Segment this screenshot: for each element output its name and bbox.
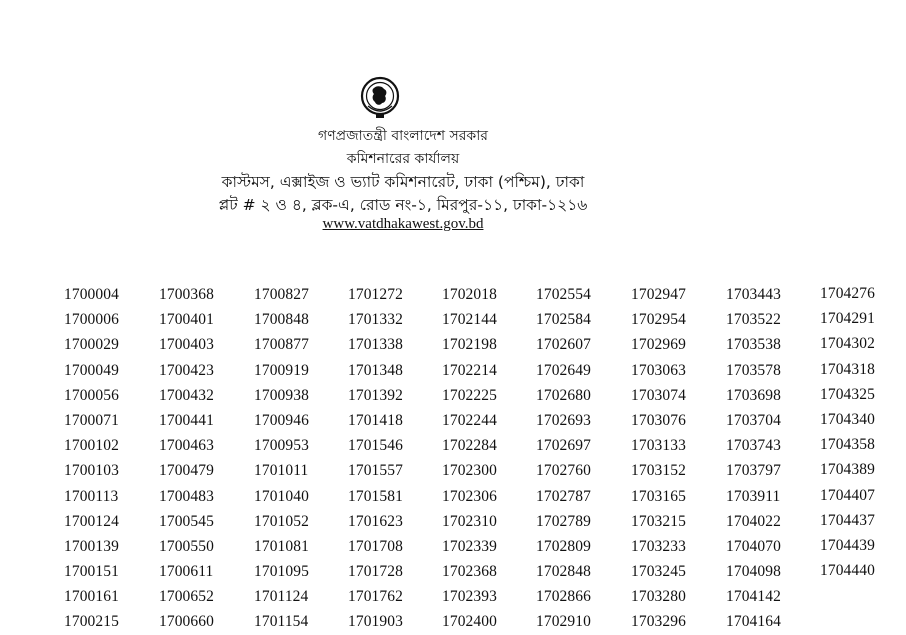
list-item: 1702787 (536, 487, 591, 505)
list-item: 1700660 (159, 613, 214, 631)
list-item: 1702339 (442, 537, 497, 555)
list-item: 1701348 (348, 361, 403, 379)
list-item: 1700423 (159, 361, 214, 379)
list-item: 1704440 (820, 562, 875, 580)
list-item: 1702244 (442, 411, 497, 429)
number-column-7 (631, 282, 686, 635)
list-item: 1702848 (536, 563, 591, 581)
list-item: 1702393 (442, 588, 497, 606)
list-item: 1703578 (726, 361, 781, 379)
list-item: 1700877 (254, 336, 309, 354)
list-item: 1704276 (820, 285, 875, 302)
list-item: 1702947 (631, 286, 686, 303)
list-item: 1702969 (631, 336, 686, 354)
list-item: 1702306 (442, 487, 497, 505)
list-item: 1704142 (726, 588, 781, 606)
list-item: 1701332 (348, 311, 403, 329)
list-item: 1702584 (536, 311, 591, 329)
commissionerate-title: কাস্টমস, এক্সাইজ ও ভ্যাট কমিশনারেট, ঢাকা (পশ্চিম), ঢাকা (221, 173, 585, 191)
list-item: 1702554 (536, 286, 591, 303)
list-item: 1700401 (159, 311, 214, 329)
list-item: 1700441 (159, 411, 214, 429)
number-column-1 (64, 282, 119, 635)
list-item: 1701081 (254, 537, 309, 555)
list-item: 1703698 (726, 386, 781, 404)
list-item: 1703296 (631, 613, 686, 631)
list-item: 1704439 (820, 536, 875, 554)
list-item: 1701040 (254, 487, 309, 505)
list-item: 1703911 (726, 487, 781, 505)
list-item: 1703280 (631, 588, 686, 606)
list-item: 1704164 (726, 613, 781, 631)
list-item: 1702225 (442, 386, 497, 404)
list-item: 1703538 (726, 336, 781, 354)
number-column-4 (348, 282, 403, 635)
list-item: 1702284 (442, 437, 497, 455)
list-item: 1700919 (254, 361, 309, 379)
list-item: 1702607 (536, 336, 591, 354)
list-item: 1703245 (631, 563, 686, 581)
list-item: 1701728 (348, 563, 403, 581)
list-item: 1700029 (64, 336, 119, 354)
list-item: 1700368 (159, 286, 214, 303)
list-item: 1700652 (159, 588, 214, 606)
list-item: 1702697 (536, 437, 591, 455)
list-item: 1700545 (159, 512, 214, 530)
list-item: 1701903 (348, 613, 403, 631)
list-item: 1700215 (64, 613, 119, 631)
list-item: 1702693 (536, 411, 591, 429)
number-column-6 (536, 282, 591, 635)
list-item: 1704318 (820, 360, 875, 378)
list-item: 1702910 (536, 613, 591, 631)
list-item: 1700432 (159, 386, 214, 404)
list-item: 1701623 (348, 512, 403, 530)
list-item: 1703797 (726, 462, 781, 480)
list-item: 1704302 (820, 335, 875, 353)
list-item: 1703443 (726, 286, 781, 303)
list-item: 1700049 (64, 361, 119, 379)
list-item: 1700071 (64, 411, 119, 429)
list-item: 1700102 (64, 437, 119, 455)
number-column-2 (159, 282, 214, 635)
list-item: 1704291 (820, 310, 875, 328)
list-item: 1704340 (820, 410, 875, 428)
list-item: 1702214 (442, 361, 497, 379)
list-item: 1703704 (726, 411, 781, 429)
list-item: 1702198 (442, 336, 497, 354)
list-item: 1701762 (348, 588, 403, 606)
office-address: প্লট # ২ ও ৪, ব্লক-এ, রোড নং-১, মিরপুর-১১, ঢাকা-১২১৬ (218, 196, 588, 214)
list-item: 1701581 (348, 487, 403, 505)
list-item: 1700151 (64, 563, 119, 581)
list-item: 1704098 (726, 563, 781, 581)
government-title: গণপ্রজাতন্ত্রী বাংলাদেশ সরকার (318, 128, 488, 144)
list-item: 1701708 (348, 537, 403, 555)
list-item: 1701338 (348, 336, 403, 354)
number-column-3 (254, 282, 309, 635)
list-item: 1703076 (631, 411, 686, 429)
list-item: 1703063 (631, 361, 686, 379)
list-item: 1704070 (726, 537, 781, 555)
website-link[interactable]: www.vatdhakawest.gov.bd (322, 216, 484, 232)
list-item: 1702018 (442, 286, 497, 303)
list-item: 1702680 (536, 386, 591, 404)
list-item: 1701052 (254, 512, 309, 530)
list-item: 1700124 (64, 512, 119, 530)
list-item: 1704437 (820, 511, 875, 529)
list-item: 1704325 (820, 385, 875, 403)
list-item: 1702809 (536, 537, 591, 555)
list-item: 1701011 (254, 462, 309, 480)
list-item: 1702368 (442, 563, 497, 581)
list-item: 1701272 (348, 286, 403, 303)
number-column-5 (442, 282, 497, 635)
list-item: 1704389 (820, 461, 875, 479)
list-item: 1700139 (64, 537, 119, 555)
list-item: 1701546 (348, 437, 403, 455)
list-item: 1704022 (726, 512, 781, 530)
list-item: 1701095 (254, 563, 309, 581)
number-column-8 (726, 282, 781, 635)
list-item: 1700611 (159, 563, 214, 581)
list-item: 1700006 (64, 311, 119, 329)
list-item: 1704407 (820, 486, 875, 504)
list-item: 1703743 (726, 437, 781, 455)
list-item: 1700946 (254, 411, 309, 429)
list-item: 1700953 (254, 437, 309, 455)
list-item: 1701154 (254, 613, 309, 631)
list-item: 1700113 (64, 487, 119, 505)
list-item: 1700161 (64, 588, 119, 606)
list-item: 1700483 (159, 487, 214, 505)
list-item: 1703074 (631, 386, 686, 404)
list-item: 1703133 (631, 437, 686, 455)
list-item: 1702760 (536, 462, 591, 480)
list-item: 1704358 (820, 436, 875, 454)
list-item: 1701418 (348, 411, 403, 429)
list-item: 1703215 (631, 512, 686, 530)
number-column-9 (820, 281, 875, 583)
list-item: 1700103 (64, 462, 119, 480)
list-item: 1702300 (442, 462, 497, 480)
list-item: 1703522 (726, 311, 781, 329)
list-item: 1702954 (631, 311, 686, 329)
list-item: 1700403 (159, 336, 214, 354)
list-item: 1700550 (159, 537, 214, 555)
list-item: 1700938 (254, 386, 309, 404)
list-item: 1701124 (254, 588, 309, 606)
list-item: 1701392 (348, 386, 403, 404)
list-item: 1703233 (631, 537, 686, 555)
list-item: 1700827 (254, 286, 309, 303)
list-item: 1702310 (442, 512, 497, 530)
office-title: কমিশনারের কার্যালয় (346, 151, 460, 167)
list-item: 1702400 (442, 613, 497, 631)
list-item: 1703152 (631, 462, 686, 480)
list-item: 1700056 (64, 386, 119, 404)
list-item: 1700848 (254, 311, 309, 329)
list-item: 1702649 (536, 361, 591, 379)
list-item: 1700479 (159, 462, 214, 480)
list-item: 1702789 (536, 512, 591, 530)
list-item: 1700463 (159, 437, 214, 455)
list-item: 1700004 (64, 286, 119, 303)
list-item: 1702866 (536, 588, 591, 606)
list-item: 1703165 (631, 487, 686, 505)
list-item: 1701557 (348, 462, 403, 480)
list-item: 1702144 (442, 311, 497, 329)
